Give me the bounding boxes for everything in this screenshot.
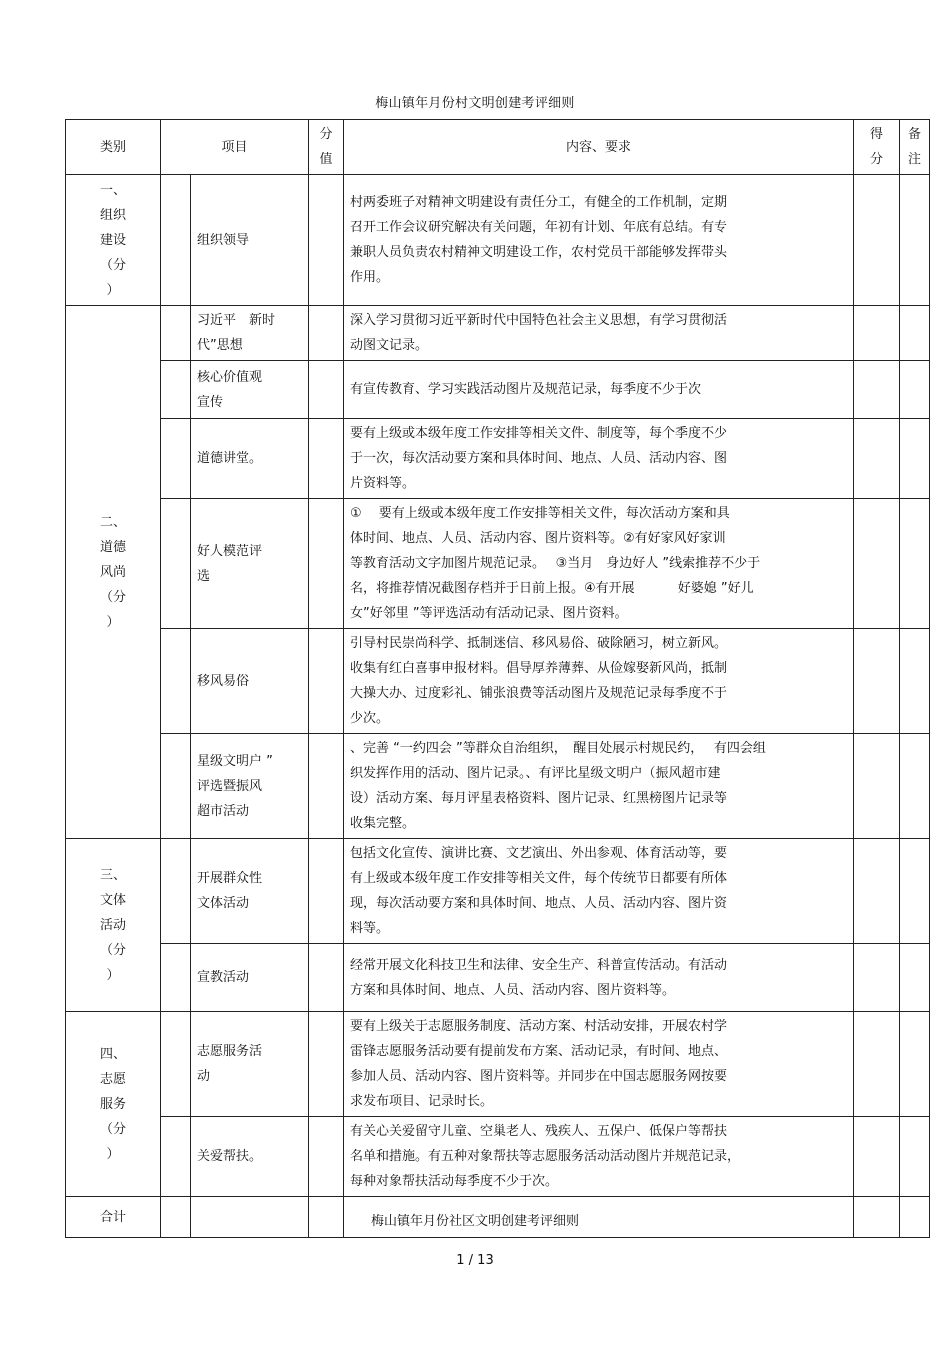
content-line: 名单和措施。有五种对象帮扶等志愿服务活动活动图片并规范记录， bbox=[350, 1149, 741, 1164]
content-line: 召开工作会议研究解决有关问题，年初有计划、年底有总结。有专 bbox=[350, 220, 728, 235]
item-name-line: 道德讲堂。 bbox=[197, 451, 263, 466]
content-line: 兼职人员负责农村精神文明建设工作，农村党员干部能够发挥带头 bbox=[350, 245, 728, 260]
table-row bbox=[66, 499, 930, 629]
content-line: 参加人员、活动内容、图片资料等。并同步在中国志愿服务网按要 bbox=[350, 1069, 728, 1084]
category-label-line: 三、 bbox=[99, 867, 126, 883]
content-cell bbox=[344, 734, 854, 839]
table-row bbox=[66, 419, 930, 499]
score-cell bbox=[854, 1117, 900, 1197]
item-index-cell bbox=[161, 734, 191, 839]
category-label-line: （分 bbox=[99, 257, 126, 273]
content-line: 体时间、地点、人员、活动内容、图片资料等。②有好家风好家训 bbox=[350, 531, 726, 546]
header-project: 项目 bbox=[161, 120, 309, 175]
content-line: 女”好邻里 ”等评选活动有活动记录、图片资料。 bbox=[350, 606, 628, 621]
content-line: 要有上级或本级年度工作安排等相关文件、制度等，每个季度不少 bbox=[350, 426, 728, 441]
content-line: 片资料等。 bbox=[350, 476, 416, 491]
content-cell bbox=[344, 419, 854, 499]
item-name-cell bbox=[191, 419, 309, 499]
item-name-line: 动 bbox=[197, 1069, 211, 1084]
evaluation-table bbox=[65, 119, 930, 1238]
content-line: 有上级或本级年度工作安排等相关文件，每个传统节日都要有所体 bbox=[350, 871, 728, 886]
item-name-line: 星级文明户 ” bbox=[197, 753, 273, 769]
score-cell bbox=[854, 499, 900, 629]
content-cell bbox=[344, 1117, 854, 1197]
header-content: 内容、要求 bbox=[344, 120, 854, 175]
item-index-cell bbox=[161, 944, 191, 1012]
item-name-line: 组织领导 bbox=[197, 232, 250, 248]
score-value-cell bbox=[309, 361, 344, 419]
category-label-line: 四、 bbox=[99, 1046, 126, 1062]
header-remark bbox=[900, 120, 930, 175]
score-cell bbox=[854, 944, 900, 1012]
content-cell bbox=[344, 839, 854, 944]
item-index-cell bbox=[161, 175, 191, 306]
header-remark-line: 注 bbox=[908, 152, 922, 167]
content-line: 于一次，每次活动要方案和具体时间、地点、人员、活动内容、图 bbox=[350, 451, 728, 466]
content-cell bbox=[344, 306, 854, 361]
item-name-cell bbox=[191, 944, 309, 1012]
score-value-cell bbox=[309, 734, 344, 839]
category-label-line: （分 bbox=[99, 1121, 126, 1137]
item-name-line: 超市活动 bbox=[197, 803, 250, 819]
score-value-cell bbox=[309, 839, 344, 944]
content-line: 有关心关爱留守儿童、空巢老人、残疾人、五保户、低保户等帮扶 bbox=[350, 1124, 728, 1139]
item-index-cell bbox=[161, 499, 191, 629]
content-cell bbox=[344, 361, 854, 419]
content-line: 雷锋志愿服务活动要有提前发布方案、活动记录，有时间、地点、 bbox=[350, 1044, 728, 1059]
remark-cell bbox=[900, 734, 930, 839]
category-label-line: 道德 bbox=[99, 539, 126, 555]
item-name-cell bbox=[191, 175, 309, 306]
content-cell bbox=[344, 499, 854, 629]
content-line: 要有上级关于志愿服务制度、活动方案、村活动安排，开展农村学 bbox=[350, 1019, 728, 1034]
remark-cell bbox=[900, 499, 930, 629]
item-name-line: 文体活动 bbox=[197, 896, 250, 911]
content-line: 设）活动方案、每月评星表格资料、图片记录、红黑榜图片记录等 bbox=[350, 791, 728, 806]
category-label-line: 服务 bbox=[99, 1096, 126, 1112]
category-label-line: 二、 bbox=[99, 514, 126, 530]
item-name-cell bbox=[191, 734, 309, 839]
header-score bbox=[854, 120, 900, 175]
score-value-cell bbox=[309, 499, 344, 629]
score-cell bbox=[854, 734, 900, 839]
item-index-cell bbox=[161, 419, 191, 499]
page-number: 1 / 13 bbox=[456, 1253, 494, 1268]
item-index-cell bbox=[161, 839, 191, 944]
header-remark-line: 备 bbox=[908, 127, 922, 142]
content-cell bbox=[344, 944, 854, 1012]
remark-cell bbox=[900, 1117, 930, 1197]
score-value-cell bbox=[309, 1117, 344, 1197]
category-label-line: 活动 bbox=[99, 917, 126, 933]
content-line: 引导村民崇尚科学、抵制迷信、移风易俗、破除陋习，树立新风。 bbox=[350, 636, 728, 651]
score-cell bbox=[854, 306, 900, 361]
content-line: 有宣传教育、学习实践活动图片及规范记录，每季度不少于次 bbox=[350, 382, 702, 397]
item-index-cell bbox=[161, 306, 191, 361]
category-label-line: 风尚 bbox=[99, 564, 126, 580]
item-name-cell bbox=[191, 1117, 309, 1197]
item-index-cell bbox=[161, 1117, 191, 1197]
item-index-cell bbox=[161, 629, 191, 734]
score-cell bbox=[854, 629, 900, 734]
remark-cell bbox=[900, 175, 930, 306]
item-name-line: 习近平 新时 bbox=[197, 313, 276, 328]
remark-cell bbox=[900, 629, 930, 734]
content-line: 求发布项目、记录时长。 bbox=[350, 1094, 494, 1109]
item-name-line: 宣教活动 bbox=[197, 970, 250, 985]
content-line: 包括文化宣传、演讲比赛、文艺演出、外出参观、体育活动等，要 bbox=[350, 846, 728, 861]
table-row bbox=[66, 1117, 930, 1197]
header-score-line: 分 bbox=[870, 152, 884, 167]
category-label-line: 一、 bbox=[99, 182, 126, 198]
category-label-line: 建设 bbox=[99, 232, 126, 248]
header-score-value-line: 值 bbox=[319, 152, 333, 167]
item-name-cell bbox=[191, 629, 309, 734]
header-category: 类别 bbox=[66, 120, 161, 175]
table-row bbox=[66, 175, 930, 306]
table-row bbox=[66, 1012, 930, 1117]
total-label: 合计 bbox=[66, 1197, 161, 1238]
table-row bbox=[66, 306, 930, 361]
content-line: 大操大办、过度彩礼、铺张浪费等活动图片及规范记录每季度不于 bbox=[350, 686, 728, 701]
category-label-line: ） bbox=[106, 1146, 120, 1162]
content-line: 收集完整。 bbox=[350, 816, 416, 831]
content-line: 现，每次活动要方案和具体时间、地点、人员、活动内容、图片资 bbox=[350, 896, 728, 911]
category-label-line: ） bbox=[106, 967, 120, 983]
item-name-line: 选 bbox=[197, 568, 211, 584]
category-cell bbox=[66, 175, 161, 306]
score-cell bbox=[854, 419, 900, 499]
item-name-line: 关爱帮扶。 bbox=[197, 1149, 263, 1164]
item-index-cell bbox=[161, 1012, 191, 1117]
header-score-value bbox=[309, 120, 344, 175]
content-line: 织发挥作用的活动、图片记录。、有评比星级文明户（振风超市建 bbox=[350, 766, 721, 781]
category-cell bbox=[66, 839, 161, 1012]
content-line: 料等。 bbox=[350, 921, 390, 936]
content-line: 村两委班子对精神文明建设有责任分工，有健全的工作机制，定期 bbox=[350, 195, 728, 210]
score-value-cell bbox=[309, 306, 344, 361]
table-row bbox=[66, 629, 930, 734]
score-value-cell bbox=[309, 419, 344, 499]
item-name-cell bbox=[191, 306, 309, 361]
content-line: 作用。 bbox=[350, 270, 390, 285]
content-cell bbox=[344, 175, 854, 306]
item-name-cell bbox=[191, 499, 309, 629]
remark-cell bbox=[900, 361, 930, 419]
content-line: ① 要有上级或本级年度工作安排等相关文件，每次活动方案和具 bbox=[350, 506, 730, 521]
content-line: 每种对象帮扶活动每季度不少于次。 bbox=[350, 1174, 559, 1189]
remark-cell bbox=[900, 839, 930, 944]
score-value-cell bbox=[309, 944, 344, 1012]
item-name-cell bbox=[191, 839, 309, 944]
remark-cell bbox=[900, 419, 930, 499]
score-cell bbox=[854, 839, 900, 944]
table-row bbox=[66, 839, 930, 944]
header-score-line: 得 bbox=[870, 127, 884, 142]
content-line: 收集有红白喜事申报材料。倡导厚养薄葬、从俭嫁娶新风尚，抵制 bbox=[350, 661, 728, 676]
score-value-cell bbox=[309, 629, 344, 734]
table-row bbox=[66, 361, 930, 419]
category-label-line: 志愿 bbox=[99, 1071, 126, 1087]
item-name-line: 移风易俗 bbox=[197, 673, 250, 689]
content-line: 等教育活动文字加图片规范记录。 ③当月 身边好人 ”线索推荐不少于 bbox=[350, 556, 761, 571]
content-line: 动图文记录。 bbox=[350, 338, 429, 353]
header-score-value-line: 分 bbox=[319, 127, 333, 142]
content-line: 、完善 “一约四会 ”等群众自治组织， 醒目处展示村规民约， 有四会组 bbox=[350, 741, 766, 756]
header-row bbox=[66, 120, 930, 175]
table-row bbox=[66, 944, 930, 1012]
category-label-line: ） bbox=[106, 614, 120, 630]
item-name-line: 志愿服务活 bbox=[197, 1044, 263, 1059]
remark-cell bbox=[900, 1012, 930, 1117]
score-value-cell bbox=[309, 1012, 344, 1117]
category-label-line: ） bbox=[106, 282, 120, 298]
content-line: 经常开展文化科技卫生和法律、安全生产、科普宣传活动。有活动 bbox=[350, 957, 728, 973]
category-label-line: （分 bbox=[99, 589, 126, 605]
item-name-cell bbox=[191, 1012, 309, 1117]
remark-cell bbox=[900, 306, 930, 361]
score-cell bbox=[854, 1012, 900, 1117]
score-value-cell bbox=[309, 175, 344, 306]
item-name-line: 核心价值观 bbox=[197, 369, 263, 385]
category-label-line: 文体 bbox=[99, 892, 126, 908]
content-line: 方案和具体时间、地点、人员、活动内容、图片资料等。 bbox=[350, 982, 676, 998]
content-line: 少次。 bbox=[350, 711, 390, 726]
content-line: 深入学习贯彻习近平新时代中国特色社会主义思想，有学习贯彻活 bbox=[350, 313, 728, 328]
next-table-title: 梅山镇年月份社区文明创建考评细则 bbox=[370, 1214, 579, 1229]
item-index-cell bbox=[161, 361, 191, 419]
category-label-line: 组织 bbox=[99, 207, 126, 223]
content-line: 名，将推荐情况截图存档并于日前上报。④有开展 好婆媳 ”好儿 bbox=[350, 581, 754, 596]
item-name-line: 代”思想 bbox=[197, 338, 243, 353]
score-cell bbox=[854, 175, 900, 306]
category-label-line: （分 bbox=[99, 942, 126, 958]
table-row bbox=[66, 734, 930, 839]
content-cell bbox=[344, 1012, 854, 1117]
score-cell bbox=[854, 361, 900, 419]
remark-cell bbox=[900, 944, 930, 1012]
item-name-line: 宣传 bbox=[197, 394, 224, 410]
item-name-line: 好人模范评 bbox=[197, 543, 263, 559]
item-name-line: 评选暨振风 bbox=[197, 778, 263, 794]
item-name-line: 开展群众性 bbox=[197, 871, 263, 886]
document-title: 梅山镇年月份村文明创建考评细则 bbox=[375, 96, 575, 111]
category-cell bbox=[66, 306, 161, 839]
category-cell bbox=[66, 1012, 161, 1197]
content-cell bbox=[344, 629, 854, 734]
item-name-cell bbox=[191, 361, 309, 419]
